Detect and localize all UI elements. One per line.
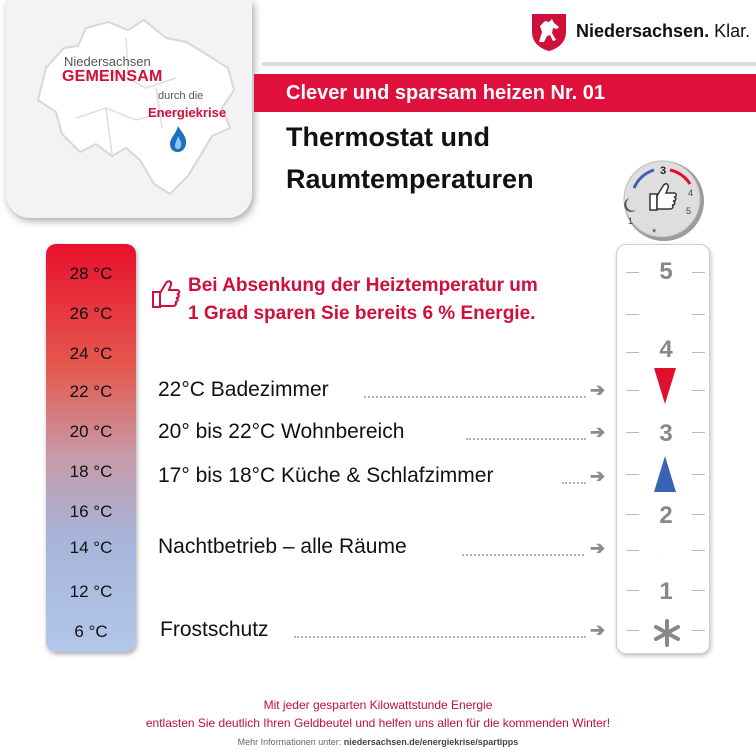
scale-tick [692,514,705,515]
logo-text-state: Niedersachsen [64,54,151,69]
scale-number-1: 1 [659,578,673,605]
temp-label-14: 14 °C [69,538,113,557]
row-night-leader [462,554,584,556]
row-kitchen-leader [562,482,586,484]
campaign-logo [6,0,252,218]
scale-tick [626,550,639,551]
knob-label-frost: * [652,227,657,239]
red-down-triangle-icon [652,366,678,406]
title-line-1: Thermostat und [286,122,491,152]
scale-tick [626,390,639,391]
brand [530,12,750,52]
brand-name [576,21,750,42]
scale-tick [692,590,705,591]
row-frost-arrow-icon: ➔ [590,620,606,640]
thumbs-up-icon [150,278,182,310]
brand-name-text: Niedersachsen. [576,21,710,41]
temp-label-12: 12 °C [69,582,113,601]
temp-label-24: 24 °C [69,344,113,363]
row-bathroom: 22°C Badezimmer [158,378,329,401]
row-frost-leader [294,636,586,638]
gas-flame-icon [166,124,190,154]
row-kitchen-bedroom: 17° bis 18°C Küche & Schlafzimmer [158,464,494,487]
temp-label-18: 18 °C [69,462,113,481]
scale-tick [692,630,705,631]
page-title [286,116,534,200]
footer-info [0,737,756,747]
scale-tick [626,630,639,631]
knob-label-5: 5 [686,206,692,216]
brand-suffix: Klar. [714,21,751,41]
row-frost: Frostschutz [160,618,269,641]
scale-tick [626,514,639,515]
header-divider [262,62,756,66]
blue-up-triangle-icon [652,454,678,494]
scale-tick [626,474,639,475]
banner-title: Clever und sparsam heizen Nr. 01 [286,82,606,104]
thermostat-knob-icon [616,158,708,244]
temp-label-16: 16 °C [69,502,113,521]
row-living: 20° bis 22°C Wohnbereich [158,420,405,443]
temp-label-6: 6 °C [74,622,108,641]
logo-text-together: GEMEINSAM [62,68,163,85]
scale-tick [692,432,705,433]
horse-crest-icon [530,12,568,52]
footer-info-link[interactable]: niedersachsen.de/energiekrise/spartipps [343,737,519,747]
tip-line-1: Bei Absenkung der Heiztemperatur um [188,275,538,296]
row-kitchen-arrow-icon: ➔ [590,466,606,486]
scale-tick [626,590,639,591]
row-bathroom-arrow-icon: ➔ [590,380,606,400]
scale-tick [692,352,705,353]
footer-info-prefix: Mehr Informationen unter: [237,737,344,747]
scale-tick [692,314,705,315]
temp-label-26: 26 °C [69,304,113,323]
scale-tick [626,432,639,433]
moon-icon [652,534,678,564]
scale-tick [692,550,705,551]
tip-line-2: 1 Grad sparen Sie bereits 6 % Energie. [188,303,536,324]
scale-tick [692,272,705,273]
scale-number-4: 4 [659,336,673,363]
temp-label-22: 22 °C [69,382,113,401]
temp-label-28: 28 °C [69,264,113,283]
logo-text-through: durch die [158,90,204,102]
knob-label-4: 4 [688,188,694,198]
row-living-leader [466,438,586,440]
tip-text [188,272,538,328]
scale-number-2: 2 [659,502,673,529]
scale-tick [692,390,705,391]
scale-number-5: 5 [659,258,673,285]
knob-label-3: 3 [660,165,667,177]
row-bathroom-leader [364,396,586,398]
row-night: Nachtbetrieb – alle Räume [158,535,407,558]
scale-number-3: 3 [659,420,673,447]
temp-label-20: 20 °C [69,422,113,441]
frost-asterisk-icon [652,618,682,648]
scale-tick [626,272,639,273]
row-night-arrow-icon: ➔ [590,538,606,558]
knob-label-1: 1 [628,216,634,226]
footer-line-1: Mit jeder gesparten Kilowattstunde Energie [263,698,493,712]
footer-line-2: entlasten Sie deutlich Ihren Geldbeutel und helfen uns allen für die kommenden Winter! [145,716,611,730]
scale-tick [692,474,705,475]
row-living-arrow-icon: ➔ [590,422,606,442]
logo-text-crisis: Energiekrise [148,105,227,120]
title-line-2: Raumtemperaturen [286,164,534,194]
scale-tick [626,352,639,353]
scale-tick [626,314,639,315]
